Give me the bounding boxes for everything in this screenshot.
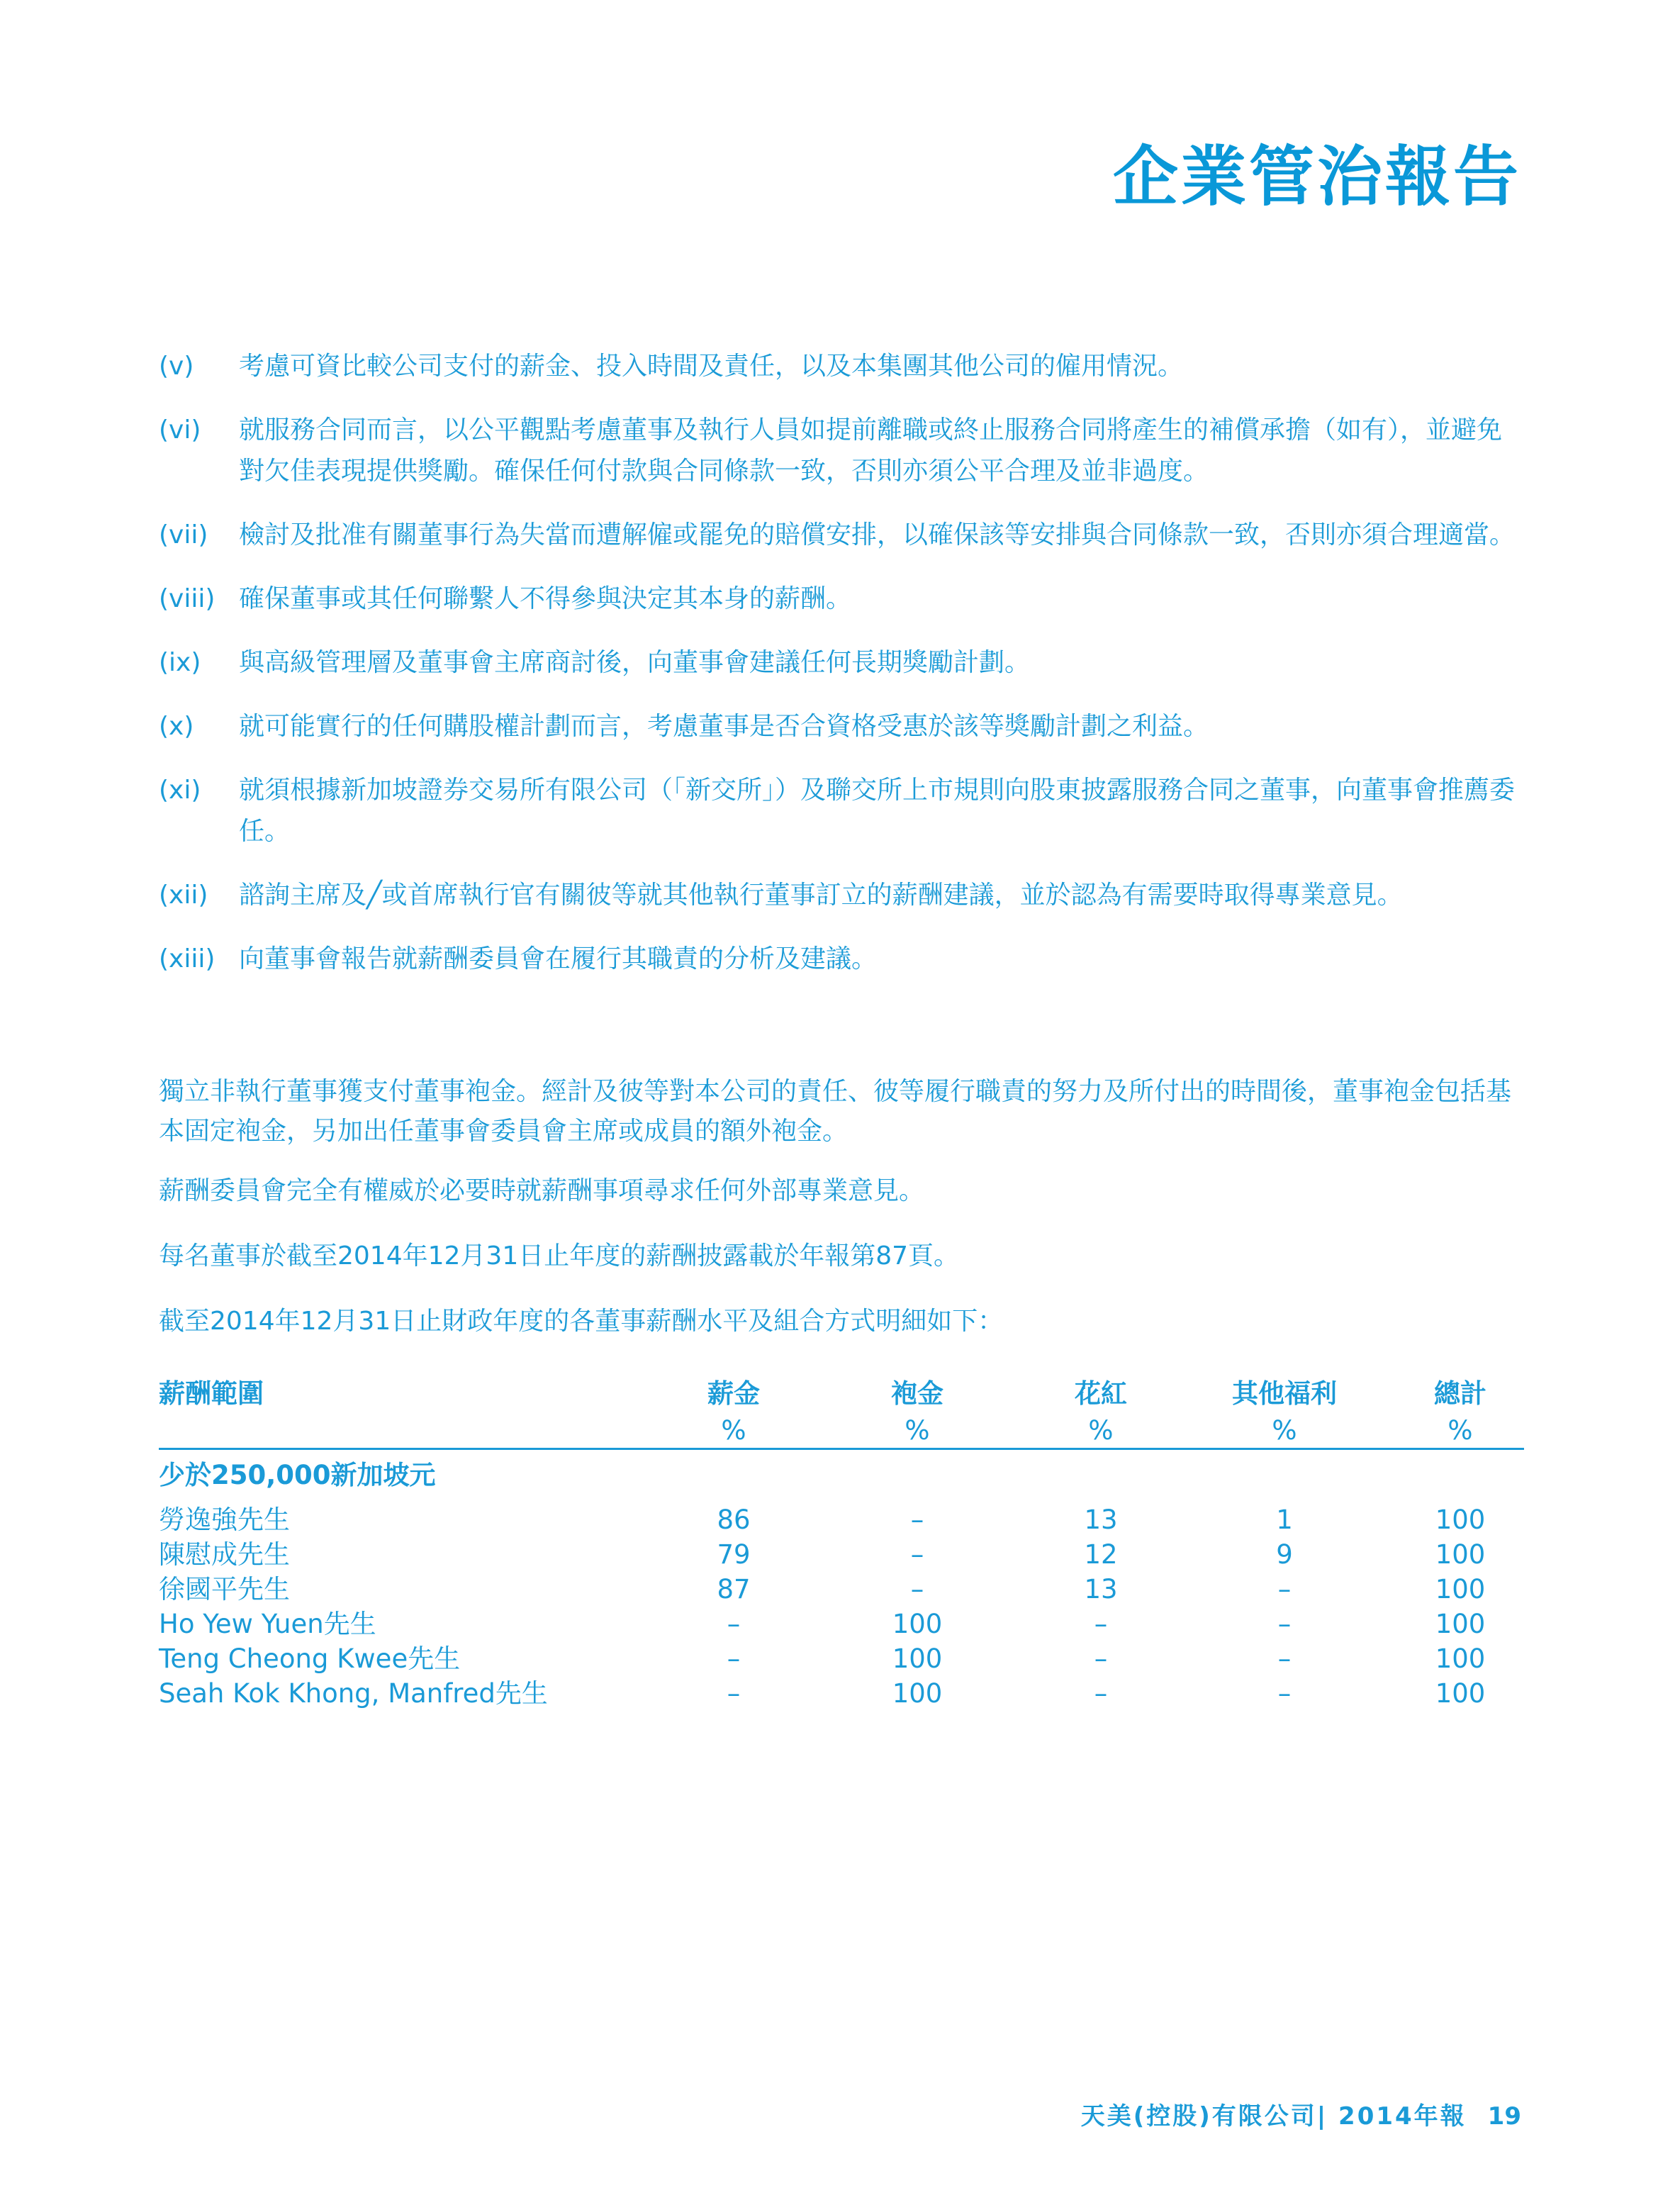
- header-bonus: 花紅 %: [1075, 1378, 1127, 1446]
- list-item: [159, 706, 1524, 747]
- list-item: [159, 939, 1524, 980]
- cell-bonus: 13: [1084, 1505, 1118, 1535]
- item-text: 確保董事或其任何聯繫人不得參與決定其本身的薪酬。: [239, 584, 852, 613]
- cell-fees: –: [910, 1505, 924, 1535]
- list-item: [159, 410, 1524, 492]
- cell-salary: 87: [717, 1574, 751, 1604]
- list-item: [159, 346, 1524, 387]
- cell-benefits: 9: [1276, 1539, 1293, 1570]
- cell-bonus: 12: [1084, 1539, 1118, 1570]
- item-text: 與高級管理層及董事會主席商討後，向董事會建議任何長期獎勵計劃。: [239, 648, 1031, 677]
- paragraph-disclosure: 每名董事於截至2014年12月31日止年度的薪酬披露載於年報第87頁。: [159, 1241, 960, 1271]
- item-number: (xi): [159, 776, 201, 805]
- director-name: Seah Kok Khong, Manfred先生: [159, 1678, 548, 1709]
- cell-fees: 100: [892, 1643, 943, 1674]
- cell-benefits: –: [1277, 1678, 1292, 1709]
- cell-total: 100: [1435, 1643, 1486, 1674]
- header-band: 薪酬範圍: [159, 1378, 264, 1409]
- band-group-label: 少於250,000新加坡元: [159, 1460, 436, 1490]
- page-number: 19: [1487, 2102, 1521, 2131]
- cell-fees: 100: [892, 1678, 943, 1709]
- list-item: [159, 515, 1524, 556]
- header-benefits: 其他福利 %: [1232, 1378, 1337, 1446]
- cell-fees: –: [910, 1539, 924, 1570]
- cell-salary: –: [727, 1643, 741, 1674]
- page-title: 企業管治報告: [1112, 139, 1521, 215]
- director-name: 勞逸強先生: [159, 1505, 290, 1535]
- cell-salary: –: [727, 1609, 741, 1639]
- list-item: [159, 770, 1524, 852]
- cell-salary: 79: [717, 1539, 751, 1570]
- director-name: 徐國平先生: [159, 1574, 290, 1604]
- cell-bonus: –: [1094, 1643, 1108, 1674]
- cell-salary: 86: [717, 1505, 751, 1535]
- cell-fees: 100: [892, 1609, 943, 1639]
- header-total: 總計 %: [1434, 1378, 1486, 1446]
- table-row: [159, 1676, 1524, 1711]
- cell-bonus: 13: [1084, 1574, 1118, 1604]
- page-footer: [1081, 2097, 1521, 2131]
- table-row: [159, 1572, 1524, 1607]
- item-text: 就可能實行的任何購股權計劃而言，考慮董事是否合資格受惠於該等獎勵計劃之利益。: [239, 712, 1209, 741]
- item-number: (x): [159, 712, 194, 741]
- cell-benefits: –: [1277, 1609, 1292, 1639]
- cell-total: 100: [1435, 1678, 1486, 1709]
- item-number: (vi): [159, 415, 201, 445]
- table-row: [159, 1641, 1524, 1676]
- item-text: 就服務合同而言，以公平觀點考慮董事及執行人員如提前離職或終止服務合同將產生的補償承擔（如有），並避免對欠佳表現提供獎勵。確保任何付款與合同條款一致，否則亦須公平合理及並非過度。: [239, 415, 1503, 486]
- director-name: 陳慰成先生: [159, 1539, 290, 1570]
- item-text: 諮詢主席及╱或首席執行官有關彼等就其他執行董事訂立的薪酬建議，並於認為有需要時取得專業意見。: [239, 881, 1403, 910]
- cell-total: 100: [1435, 1609, 1486, 1639]
- item-number: (vii): [159, 520, 208, 549]
- cell-bonus: –: [1094, 1609, 1108, 1639]
- item-number: (xii): [159, 881, 208, 910]
- item-number: (v): [159, 352, 194, 381]
- cell-benefits: 1: [1276, 1505, 1293, 1535]
- director-name: Teng Cheong Kwee先生: [159, 1643, 461, 1674]
- table-row: [159, 1537, 1524, 1572]
- cell-benefits: –: [1277, 1643, 1292, 1674]
- footer-company-report: 天美(控股)有限公司| 2014年報: [1080, 2102, 1467, 2131]
- item-text: 檢討及批准有關董事行為失當而遭解僱或罷免的賠償安排，以確保該等安排與合同條款一致，否則亦須合理適當。: [239, 520, 1516, 549]
- item-number: (ix): [159, 648, 201, 677]
- duties-list: [159, 346, 1524, 1003]
- list-item: [159, 875, 1524, 916]
- list-item: [159, 579, 1524, 620]
- table-row: [159, 1502, 1524, 1537]
- cell-total: 100: [1435, 1574, 1486, 1604]
- item-number: (xiii): [159, 944, 215, 973]
- cell-fees: –: [910, 1574, 924, 1604]
- cell-benefits: –: [1277, 1574, 1292, 1604]
- item-text: 考慮可資比較公司支付的薪金、投入時間及責任，以及本集團其他公司的僱用情況。: [239, 352, 1184, 381]
- remuneration-table: [159, 1375, 1524, 1711]
- table-row: [159, 1607, 1524, 1641]
- cell-salary: –: [727, 1678, 741, 1709]
- paragraph-external-advice: 薪酬委員會完全有權威於必要時就薪酬事項尋求任何外部專業意見。: [159, 1176, 925, 1205]
- list-item: [159, 642, 1524, 683]
- table-header: [159, 1375, 1524, 1450]
- paragraph-breakdown-intro: 截至2014年12月31日止財政年度的各董事薪酬水平及組合方式明細如下：: [159, 1307, 1004, 1336]
- cell-total: 100: [1435, 1505, 1486, 1535]
- item-number: (viii): [159, 584, 215, 613]
- paragraph-directors-fees: 獨立非執行董事獲支付董事袍金。經計及彼等對本公司的責任、彼等履行職責的努力及所付出的時間後，董事袍金包括基本固定袍金，另加出任董事會委員會主席或成員的額外袍金。: [159, 1077, 1512, 1146]
- header-salary: 薪金 %: [707, 1378, 760, 1446]
- director-name: Ho Yew Yuen先生: [159, 1609, 376, 1639]
- cell-bonus: –: [1094, 1678, 1108, 1709]
- item-text: 向董事會報告就薪酬委員會在履行其職責的分析及建議。: [239, 944, 878, 973]
- cell-total: 100: [1435, 1539, 1486, 1570]
- header-fees: 袍金 %: [891, 1378, 943, 1446]
- item-text: 就須根據新加坡證券交易所有限公司（「新交所」）及聯交所上市規則向股東披露服務合同之董事，向董事會推薦委任。: [239, 776, 1516, 846]
